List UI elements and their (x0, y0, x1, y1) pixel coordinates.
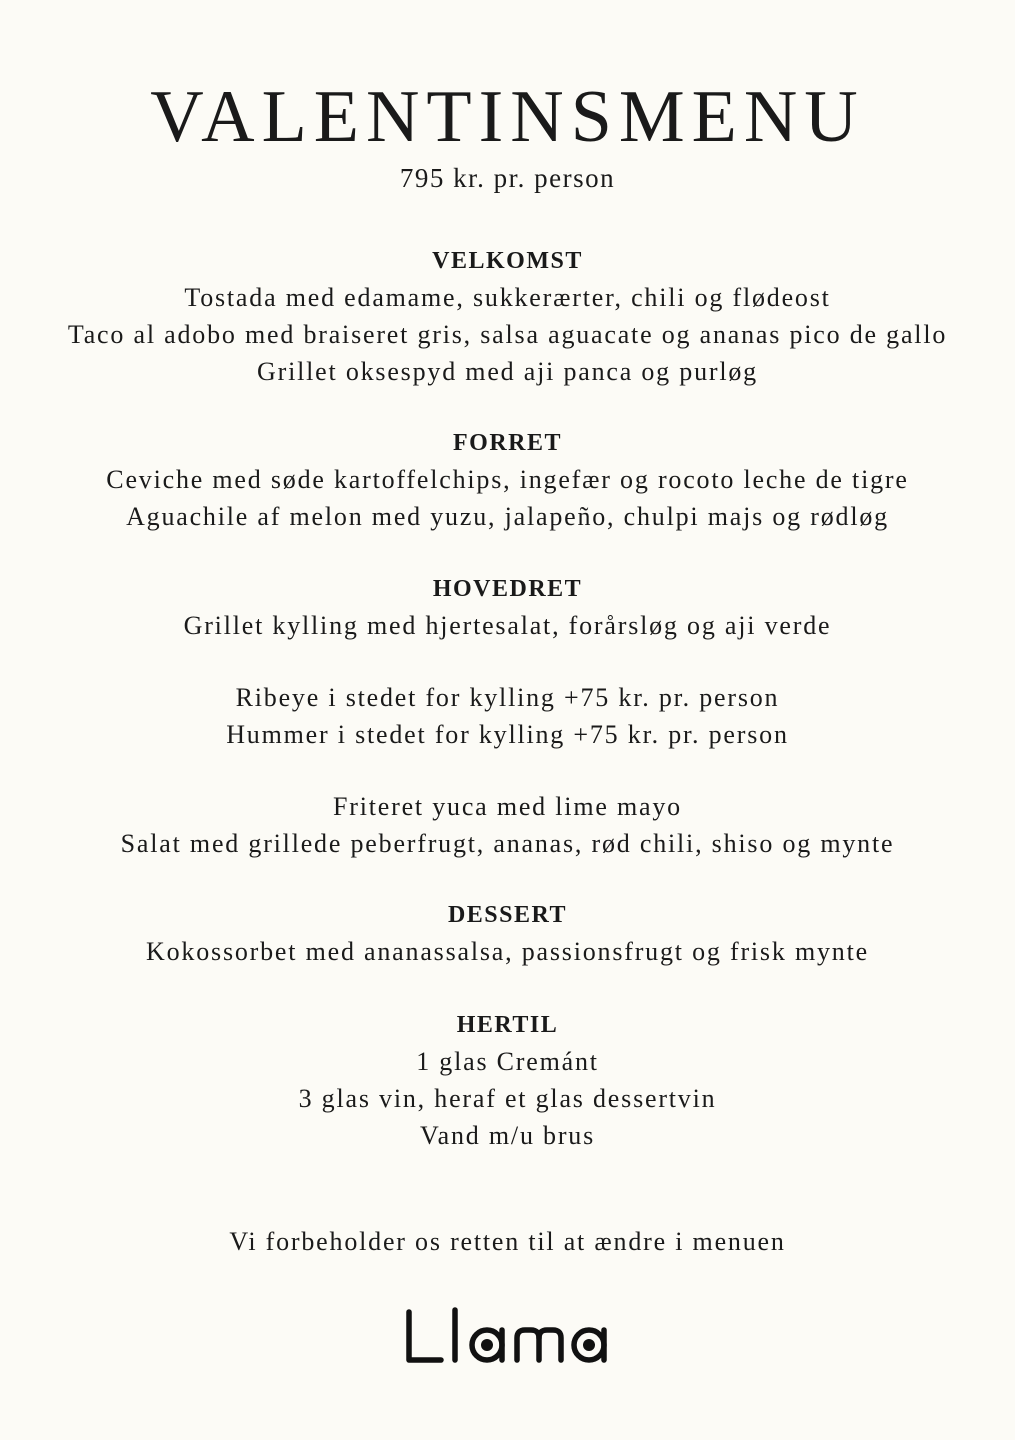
section-heading-forret: FORRET (452, 430, 562, 456)
menu-price: 795 kr. pr. person (399, 163, 616, 193)
menu-item: Kokossorbet med ananassalsa, passionsfrugt og frisk mynte (146, 937, 869, 966)
section-hovedret (0, 571, 1015, 862)
section-heading-hovedret: HOVEDRET (432, 576, 583, 602)
menu-item: Tostada med edamame, sukkerærter, chili og flødeost (184, 283, 831, 312)
section-hertil (0, 1007, 1015, 1154)
llama-logo-mark (403, 1300, 613, 1370)
section-heading-dessert: DESSERT (447, 902, 568, 928)
menu-item-side: Friteret yuca med lime mayo (333, 792, 682, 821)
menu-item-upgrade: Hummer i stedet for kylling +75 kr. pr. person (226, 720, 789, 749)
menu-item: Vand m/u brus (419, 1121, 596, 1150)
section-dessert (0, 897, 1015, 970)
menu-title: VALENTINSMENU (150, 76, 865, 158)
menu-item: 1 glas Cremánt (416, 1047, 599, 1076)
menu-item: 3 glas vin, heraf et glas dessertvin (298, 1084, 717, 1113)
llama-logo (0, 1300, 1015, 1375)
menu-item: Aguachile af melon med yuzu, jalapeño, chulpi majs og rødløg (126, 502, 889, 531)
section-velkomst (0, 243, 1015, 390)
menu-item-side: Salat med grillede peberfrugt, ananas, rød chili, shiso og mynte (120, 829, 895, 858)
menu-item-main: Grillet kylling med hjertesalat, forårsløg og aji verde (183, 611, 832, 640)
section-heading-velkomst: VELKOMST (432, 248, 583, 274)
menu-item: Grillet oksespyd med aji panca og purløg (257, 357, 758, 386)
menu-item: Taco al adobo med braiseret gris, salsa aguacate og ananas pico de gallo (67, 320, 948, 349)
menu-item-upgrade: Ribeye i stedet for kylling +75 kr. pr. person (235, 683, 780, 712)
footer-note: Vi forbeholder os retten til at ændre i menuen (229, 1227, 786, 1256)
section-heading-hertil: HERTIL (456, 1012, 559, 1038)
section-forret (0, 425, 1015, 535)
menu-item: Ceviche med søde kartoffelchips, ingefær og rocoto leche de tigre (106, 465, 909, 494)
